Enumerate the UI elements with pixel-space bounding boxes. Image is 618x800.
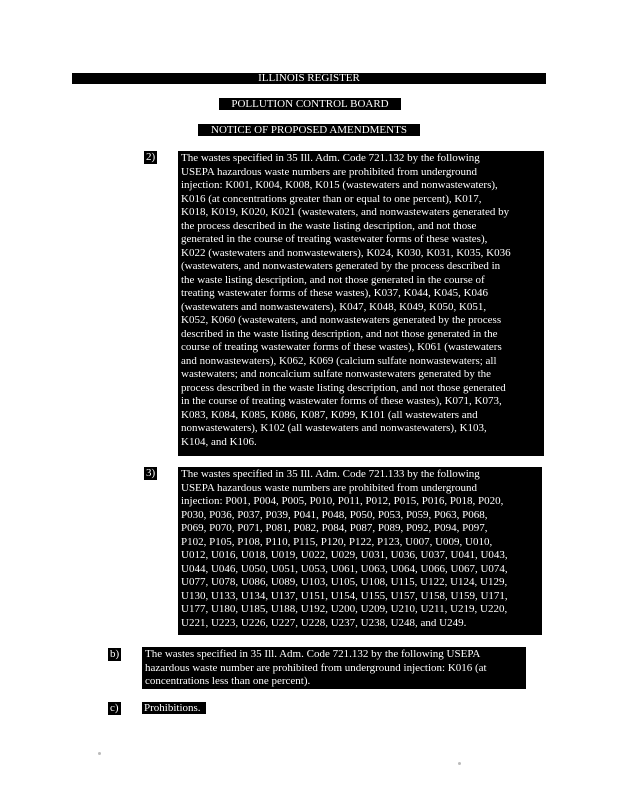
register-title: ILLINOIS REGISTER xyxy=(258,72,360,84)
text-line: course of treating wastewater forms of these wastes), K061 (wastewaters xyxy=(181,341,502,353)
text-line: concentrations less than one percent). xyxy=(145,675,311,687)
text-line: K083, K084, K085, K086, K087, K099, K101 (all wastewaters and xyxy=(181,408,478,421)
text-line: The wastes specified in 35 Ill. Adm. Code 721.132 by the following xyxy=(181,152,480,164)
text-line: USEPA hazardous waste numbers are prohibited from underground xyxy=(181,481,478,494)
text-line: the process described in the waste listing description, and not those xyxy=(181,219,477,232)
text-line: P069, P070, P071, P081, P082, P084, P087, P089, P092, P094, P097, xyxy=(181,522,488,534)
text-line: wastewaters; and noncalcium sulfate nonwastewaters generated by the xyxy=(181,368,492,380)
item-2-marker: 2) xyxy=(146,151,156,163)
text-line: U044, U046, U050, U051, U053, U061, U063, U064, U066, U067, U074, xyxy=(181,562,508,575)
scan-speck xyxy=(98,752,101,755)
text-line: in the course of treating wastewater forms of these wastes), K071, K073, xyxy=(181,395,502,407)
text-line: The wastes specified in 35 Ill. Adm. Code 721.133 by the following xyxy=(181,468,480,480)
text-line: described in the waste listing description, and not those generated in the xyxy=(181,327,498,340)
item-b-paragraph xyxy=(142,647,526,689)
text-line: U077, U078, U086, U089, U103, U105, U108, U115, U122, U124, U129, xyxy=(181,576,508,588)
text-line: K022 (wastewaters and nonwastewaters), K024, K030, K031, K035, K036 xyxy=(181,246,511,259)
text-line: U221, U223, U226, U227, U228, U237, U238, U248, and U249. xyxy=(181,616,467,629)
text-line: P030, P036, P037, P039, P041, P048, P050, P053, P059, P063, P068, xyxy=(181,508,488,521)
text-line: The wastes specified in 35 Ill. Adm. Code 721.132 by the following USEPA xyxy=(145,648,481,660)
text-line: the waste listing description, and not those generated in the course of xyxy=(181,273,485,286)
text-line: K104, and K106. xyxy=(181,435,257,448)
text-line: U177, U180, U185, U188, U192, U200, U209, U210, U211, U219, U220, xyxy=(181,603,508,615)
text-line: generated in the course of treating wastewater forms of these wastes), xyxy=(181,233,488,245)
text-line: K052, K060 (wastewaters, and nonwastewaters generated by the process xyxy=(181,314,502,326)
register-header xyxy=(72,73,546,84)
item-b-marker: b) xyxy=(110,648,120,660)
text-line: nonwastewaters), K102 (all wastewaters and nonwastewaters), K103, xyxy=(181,422,487,434)
text-line: injection: P001, P004, P005, P010, P011, P012, P015, P016, P018, P020, xyxy=(181,495,504,507)
text-line: U012, U016, U018, U019, U022, U029, U031, U036, U037, U041, U043, xyxy=(181,549,508,561)
text-line: (wastewaters, and nonwastewaters generated by the process described in xyxy=(181,260,501,272)
scan-speck xyxy=(458,762,461,765)
text-line: treating wastewater forms of these wastes), K037, K044, K045, K046 xyxy=(181,287,489,299)
text-line: USEPA hazardous waste numbers are prohibited from underground xyxy=(181,165,478,178)
text-line: (wastewaters and nonwastewaters), K047, K048, K049, K050, K051, xyxy=(181,300,487,313)
item-c-heading xyxy=(142,702,206,714)
text-line: hazardous waste number are prohibited from underground injection: K016 (at xyxy=(145,661,487,674)
text-line: U130, U133, U134, U137, U151, U154, U155, U157, U158, U159, U171, xyxy=(181,589,508,602)
board-title: POLLUTION CONTROL BOARD xyxy=(219,98,401,110)
text-line: P102, P105, P108, P110, P115, P120, P122, P123, U007, U009, U010, xyxy=(181,535,493,548)
text-line: and nonwastewaters), K062, K069 (calcium sulfate nonwastewaters; all xyxy=(181,354,497,367)
text-line: injection: K001, K004, K008, K015 (wastewaters and nonwastewaters), xyxy=(181,179,498,191)
text-line: Prohibitions. xyxy=(144,702,201,714)
text-line: K018, K019, K020, K021 (wastewaters, and nonwastewaters generated by xyxy=(181,206,510,218)
text-line: K016 (at concentrations greater than or equal to one percent), K017, xyxy=(181,192,482,205)
item-3-marker: 3) xyxy=(146,467,156,479)
notice-title: NOTICE OF PROPOSED AMENDMENTS xyxy=(198,124,420,136)
item-c-marker: c) xyxy=(110,702,119,714)
text-line: process described in the waste listing description, and not those generated xyxy=(181,381,506,394)
item-2-paragraph xyxy=(178,151,544,456)
item-3-paragraph xyxy=(178,467,542,635)
